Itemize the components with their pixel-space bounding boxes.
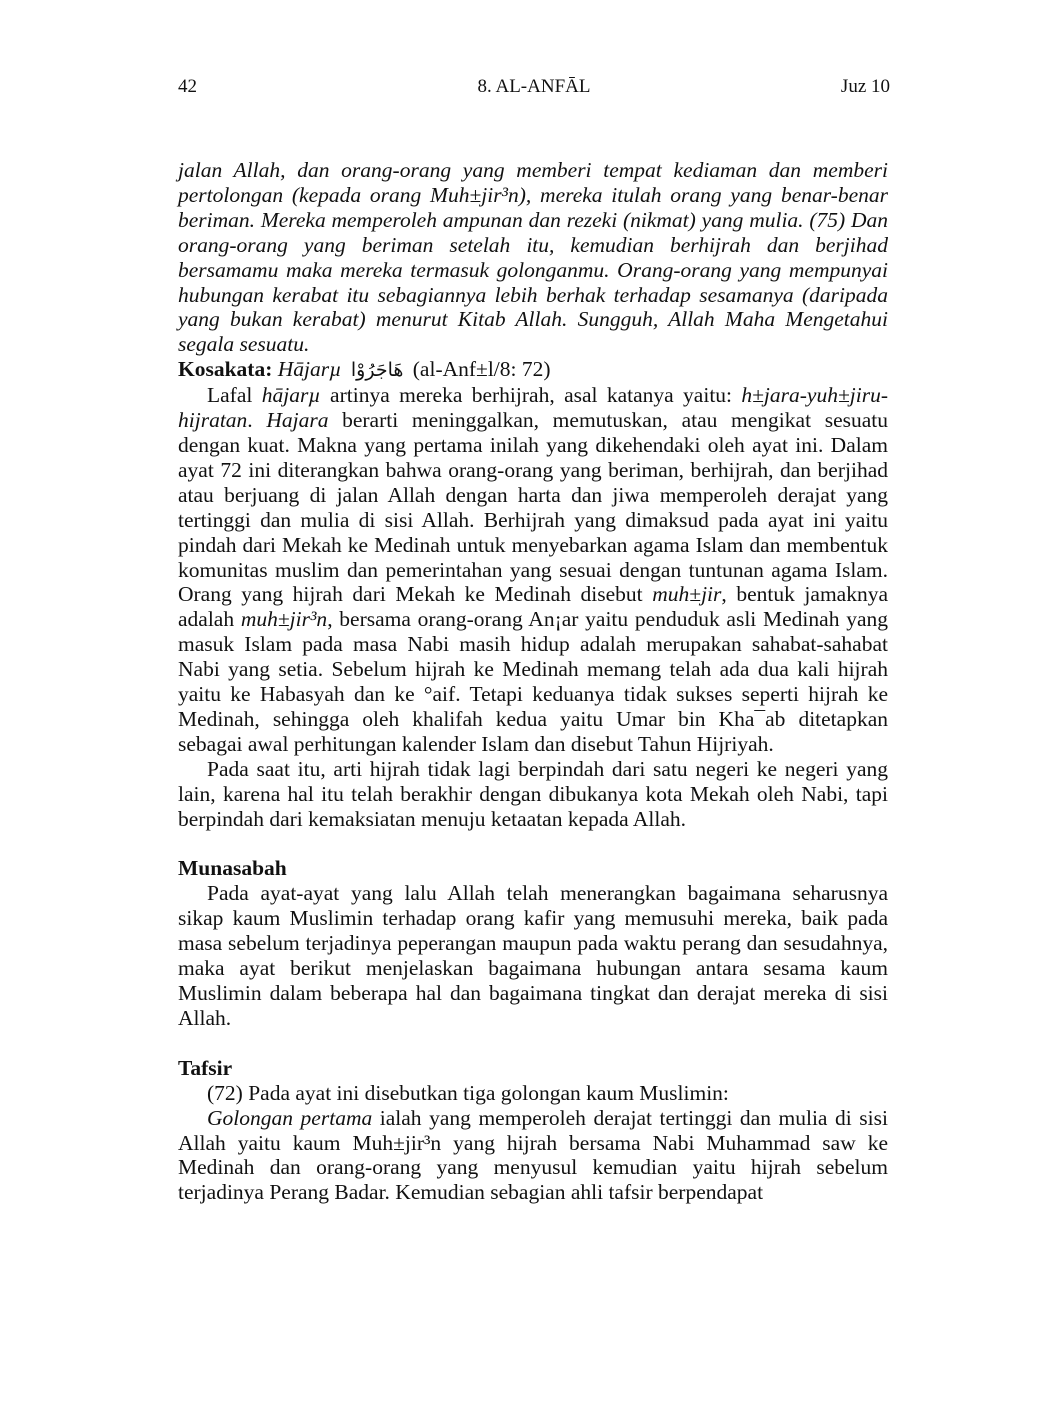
kosakata-reference: (al-Anf±l/8: 72) <box>412 357 551 382</box>
page-body <box>178 158 888 1205</box>
text-run: artinya mereka berhijrah, asal katanya yaitu: <box>320 383 742 408</box>
text-run-italic: muh±jir³n <box>240 607 328 632</box>
text-run: . <box>247 408 267 433</box>
kosakata-line <box>178 357 888 383</box>
munasabah-paragraph: Pada ayat-ayat yang lalu Allah telah menerangkan bagaimana seharusnya sikap kaum Muslimin terhadap orang kafir yang memusuhi mereka, baik pada masa sebelum terjadinya peperangan maupun pada waktu perang dan sesudahnya, maka ayat berikut menjelaskan bagaimana hubungan antara sesama kaum Muslimin dalam beberapa hal dan bagaimana tingkat dan derajat mereka di sisi Allah. <box>178 881 888 1030</box>
text-run-italic: h±jara-yuh±jiru-hijratan <box>178 383 888 433</box>
text-run-italic: Golongan pertama <box>207 1105 373 1130</box>
text-run-italic: Hajara <box>266 408 329 433</box>
juz-label: Juz 10 <box>840 76 890 97</box>
kosakata-word: Hājarµ <box>277 357 342 382</box>
section-spacer <box>178 1031 888 1056</box>
section-spacer <box>178 831 888 856</box>
text-run: berarti meninggalkan, memutuskan, atau mengikat sesuatu dengan kuat. Makna yang pertama inilah yang dikehendaki oleh ayat ini. Dalam ayat 72 ini diterangkan bahwa orang-orang yang beriman, berhijrah, dan berjihad atau berjuang di jalan Allah dengan harta dan jiwa memperoleh derajat yang tertinggi dan mulia di sisi Allah. Berhijrah yang dimaksud pada ayat ini yaitu pindah dari Mekah ke Medinah untuk menyebarkan agama Islam dan membentuk komunitas muslim dan pemerintahan yang sesuai dengan tuntunan agama Islam. Orang yang hijrah dari Mekah ke Medinah disebut <box>178 408 888 607</box>
tafsir-paragraph-1: (72) Pada ayat ini disebutkan tiga golongan kaum Muslimin: <box>207 1080 729 1105</box>
page-number: 42 <box>178 76 197 97</box>
text-run: , bentuk jamaknya adalah <box>178 582 889 632</box>
text-run-italic: hājarµ <box>261 383 321 408</box>
text-run-italic: muh±jir <box>652 582 722 607</box>
text-run: ialah yang memperoleh derajat tertinggi dan mulia di sisi Allah yaitu kaum Muh±jir³n yang hijrah bersama Nabi Muhammad saw ke Medinah dan orang-orang yang menyusul kemudian yaitu hijrah sebelum terjadinya Perang Badar. Kemudian sebagian ahli tafsir berpendapat <box>178 1105 888 1205</box>
kosakata-paragraph-2: Pada saat itu, arti hijrah tidak lagi berpindah dari satu negeri ke negeri yang lain, karena hal itu telah berakhir dengan dibukanya kota Mekah oleh Nabi, tapi berpindah dari kemaksiatan menuju ketaatan kepada Allah. <box>178 756 888 831</box>
kosakata-paragraph-1 <box>178 383 888 757</box>
tafsir-paragraph-2 <box>178 1106 888 1206</box>
text-run: Lafal <box>207 383 262 408</box>
kosakata-arabic: هَاجَرُوْا <box>350 359 404 382</box>
translation-text: jalan Allah, dan orang-orang yang memberi tempat kediaman dan memberi pertolongan (kepada orang Muh±jir³n), mereka itulah orang yang benar-benar beriman. Mereka memperoleh ampunan dan rezeki (nikmat) yang mulia. (75) Dan orang-orang yang beriman setelah itu, kemudian berhijrah dan berjihad bersamamu maka mereka termasuk golonganmu. Orang-orang yang mempunyai hubungan kerabat itu sebagiannya lebih berhak terhadap sesamanya (daripada yang bukan kerabat) menurut Kitab Allah. Sungguh, Allah Maha Mengetahui segala sesuatu. <box>178 158 888 357</box>
kosakata-label: Kosakata: <box>178 357 273 382</box>
page-header <box>178 76 890 102</box>
tafsir-heading: Tafsir <box>178 1055 233 1080</box>
munasabah-heading: Munasabah <box>178 856 287 881</box>
text-run: , bersama orang-orang An¡ar yaitu penduduk asli Medinah yang masuk Islam pada masa Nabi masih hidup adalah merupakan sahabat-sahabat Nabi yang setia. Sebelum hijrah ke Medinah memang telah ada dua kali hijrah yaitu ke Habasyah dan ke °aif. Tetapi keduanya tidak sukses seperti hijrah ke Medinah, sehingga oleh khalifah kedua yaitu Umar bin Kha¯ab ditetapkan sebagai awal perhitungan kalender Islam dan disebut Tahun Hijriyah. <box>178 607 888 756</box>
chapter-title: 8. AL-ANFĀL <box>477 76 591 97</box>
